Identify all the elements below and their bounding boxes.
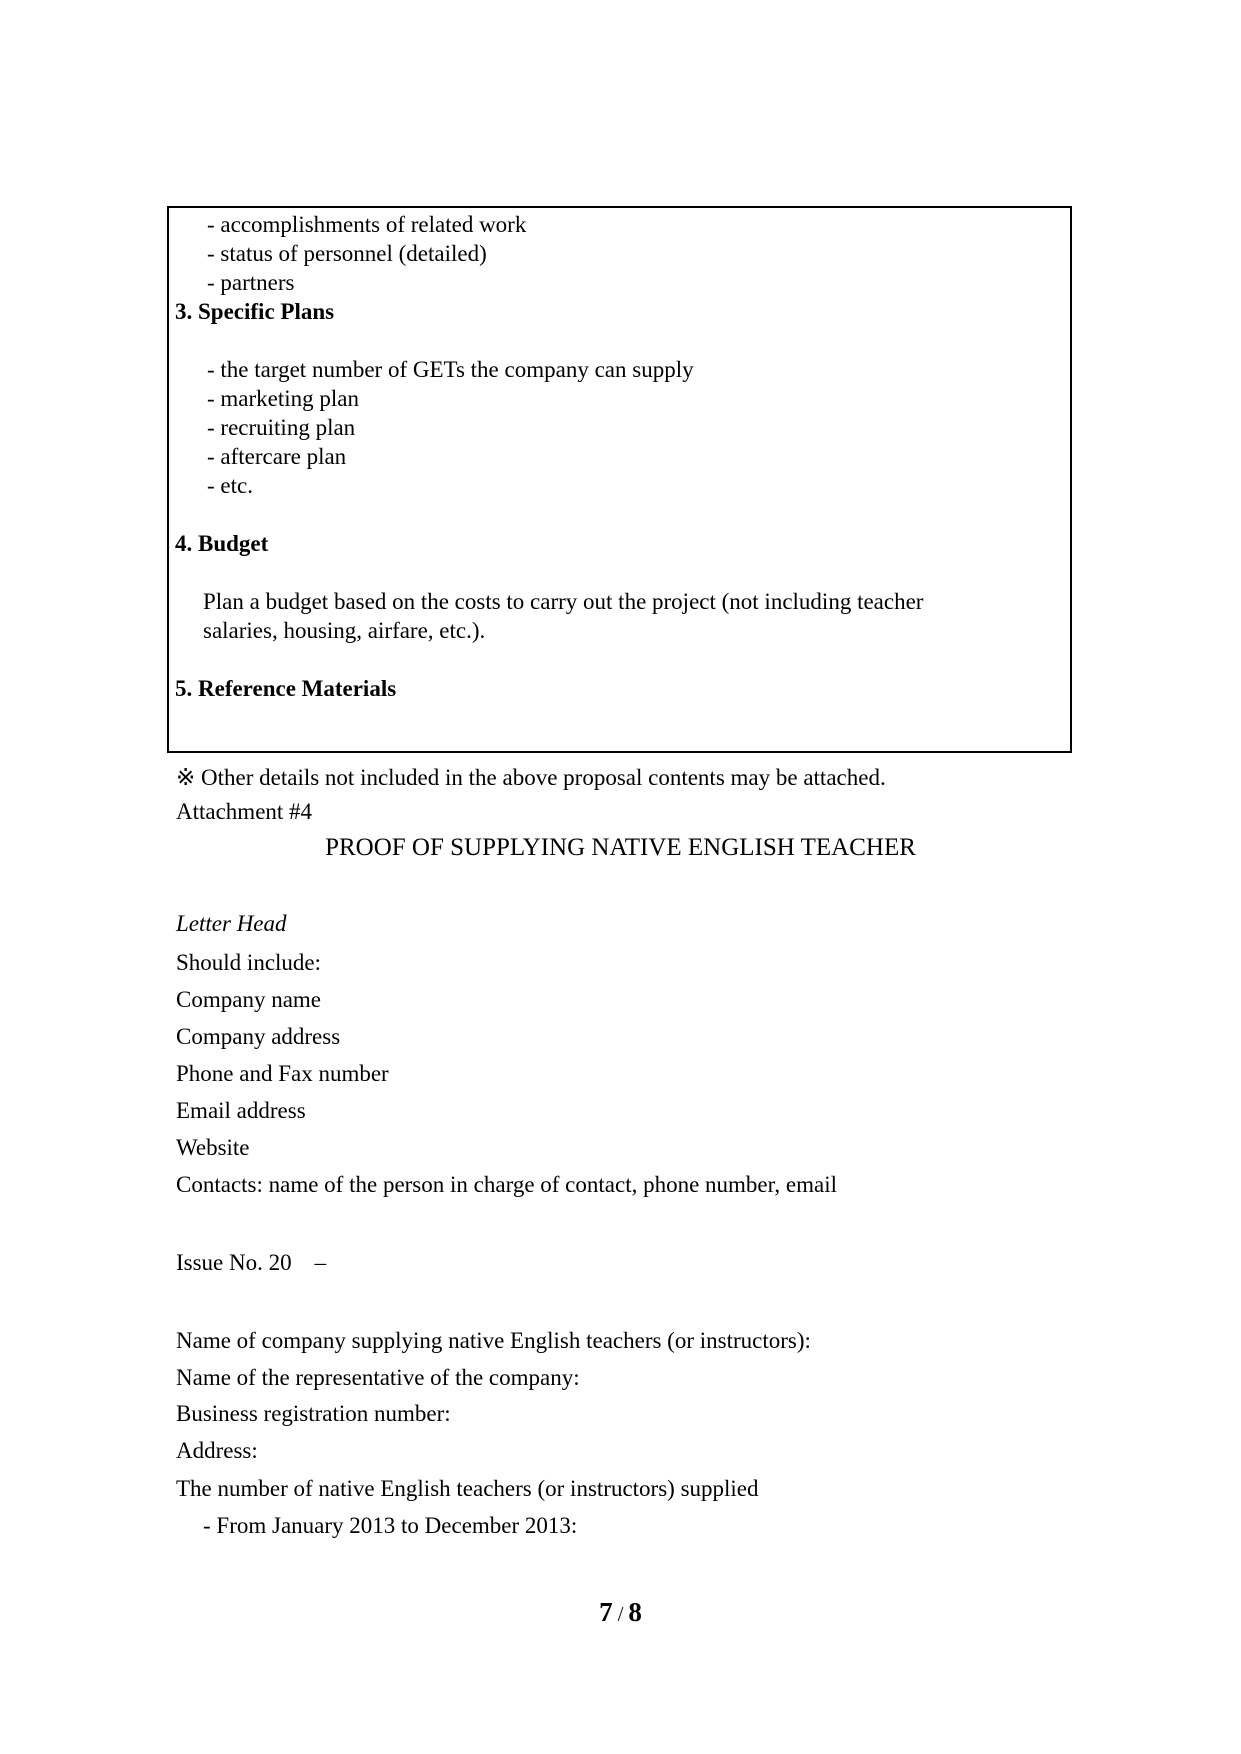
form-line: Name of company supplying native English teachers (or instructors): (176, 1328, 811, 1353)
spacer-row (169, 645, 1070, 674)
page-number-separator: / (617, 1602, 624, 1626)
letter-head-line: Should include: (176, 950, 322, 975)
form-line: Name of the representative of the company: (176, 1365, 580, 1390)
proposal-item: - partners (207, 270, 295, 295)
letter-head-line: Company address (176, 1024, 341, 1049)
spacer-row (169, 500, 1070, 529)
spacer-row (169, 558, 1070, 587)
letter-head-line: Company name (176, 987, 321, 1012)
spacer-row (169, 326, 1070, 355)
proposal-item: - status of personnel (detailed) (207, 241, 487, 266)
proposal-item: - accomplishments of related work (207, 212, 527, 237)
proposal-item: - aftercare plan (207, 444, 347, 469)
form-line: The number of native English teachers (or instructors) supplied (176, 1476, 759, 1501)
page-number (0, 1594, 1241, 1633)
proposal-item: - marketing plan (207, 386, 360, 411)
page-number-current: 7 (599, 1597, 613, 1627)
letter-head-line: Email address (176, 1098, 306, 1123)
budget-paragraph-line: Plan a budget based on the costs to carry out the project (not including teacher (203, 589, 924, 614)
form-line: Address: (176, 1438, 258, 1463)
section-heading-budget: 4. Budget (175, 531, 269, 556)
section-heading-specific-plans: 3. Specific Plans (175, 299, 335, 324)
proposal-item: - recruiting plan (207, 415, 356, 440)
proposal-item: - etc. (207, 473, 253, 498)
letter-head-line: Phone and Fax number (176, 1061, 389, 1086)
letter-head-line: Website (176, 1135, 250, 1160)
page-number-total: 8 (628, 1597, 642, 1627)
attachment-title: PROOF OF SUPPLYING NATIVE ENGLISH TEACHER (325, 834, 916, 861)
note-line: ※ Other details not included in the above proposal contents may be attached. (176, 765, 886, 790)
section-heading-reference-materials: 5. Reference Materials (175, 676, 397, 701)
attachment-label: Attachment #4 (176, 799, 313, 824)
budget-paragraph-line: salaries, housing, airfare, etc.). (203, 618, 486, 643)
form-line-indented: - From January 2013 to December 2013: (203, 1513, 578, 1538)
proposal-contents-box (167, 206, 1072, 753)
letter-head-heading: Letter Head (176, 911, 287, 936)
issue-number-line: Issue No. 20 – (176, 1250, 327, 1275)
letter-head-line: Contacts: name of the person in charge of contact, phone number, email (176, 1172, 837, 1197)
proposal-item: - the target number of GETs the company can supply (207, 357, 694, 382)
form-line: Business registration number: (176, 1401, 451, 1426)
